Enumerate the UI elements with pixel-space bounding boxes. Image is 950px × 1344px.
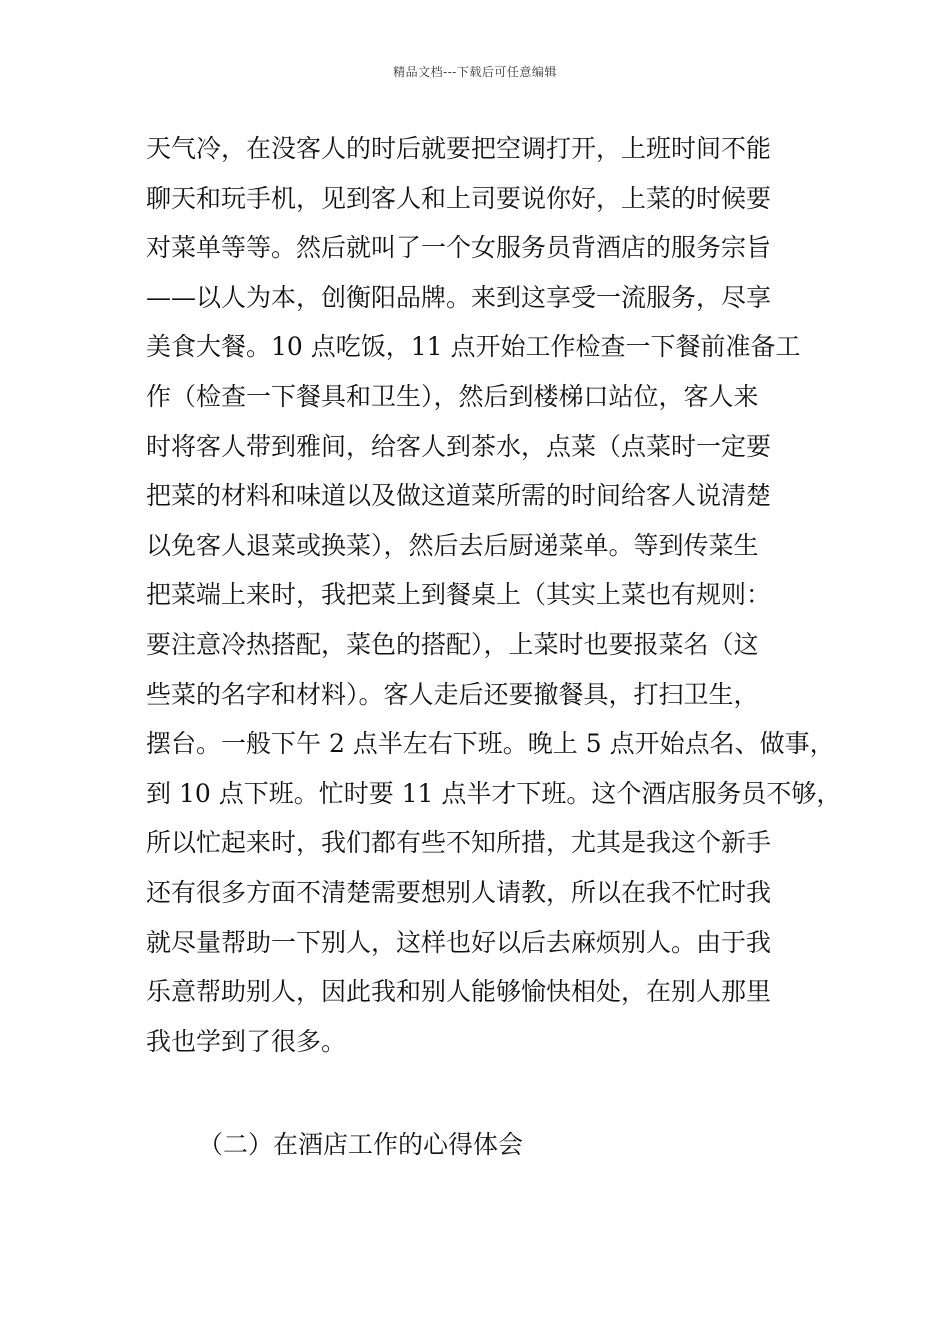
paragraph-line: 乐意帮助别人，因此我和别人能够愉快相处，在别人那里 [146, 977, 772, 1007]
paragraph-line: 把菜的材料和味道以及做这道菜所需的时间给客人说清楚 [146, 481, 772, 511]
paragraph-line: 对菜单等等。然后就叫了一个女服务员背酒店的服务宗旨 [146, 233, 772, 263]
paragraph-line: 就尽量帮助一下别人，这样也好以后去麻烦别人。由于我 [146, 927, 772, 957]
paragraph-line: ——以人为本，创衡阳品牌。来到这享受一流服务，尽享 [146, 282, 772, 312]
page-header: 精品文档---下载后可任意编辑 [393, 65, 557, 79]
paragraph-line: 把菜端上来时，我把菜上到餐桌上（其实上菜也有规则： [146, 580, 772, 610]
paragraph-line: 要注意冷热搭配，菜色的搭配），上菜时也要报菜名（这 [146, 629, 759, 659]
paragraph-line: 美食大餐。10 点吃饭，11 点开始工作检查一下餐前准备工 [146, 332, 801, 362]
section-heading: （二）在酒店工作的心得体会 [198, 1130, 524, 1159]
body-paragraph [146, 124, 846, 1066]
paragraph-line: 聊天和玩手机，见到客人和上司要说你好，上菜的时候要 [146, 183, 772, 213]
paragraph-line: 摆台。一般下午 2 点半左右下班。晚上 5 点开始点名、做事， [146, 729, 835, 759]
paragraph-line: 时将客人带到雅间，给客人到茶水，点菜（点菜时一定要 [146, 431, 772, 461]
paragraph-line: 到 10 点下班。忙时要 11 点半才下班。这个酒店服务员不够， [146, 778, 842, 808]
paragraph-line: 些菜的名字和材料）。客人走后还要撤餐具，打扫卫生， [146, 679, 759, 709]
paragraph-line: 还有很多方面不清楚需要想别人请教，所以在我不忙时我 [146, 877, 772, 907]
paragraph-line: 以免客人退菜或换菜），然后去后厨递菜单。等到传菜生 [146, 530, 759, 560]
paragraph-line: 我也学到了很多。 [146, 1026, 347, 1056]
paragraph-line: 天气冷，在没客人的时后就要把空调打开，上班时间不能 [146, 134, 772, 163]
paragraph-line: 所以忙起来时，我们都有些不知所措，尤其是我这个新手 [146, 828, 772, 858]
paragraph-line: 作（检查一下餐具和卫生），然后到楼梯口站位，客人来 [146, 381, 759, 411]
